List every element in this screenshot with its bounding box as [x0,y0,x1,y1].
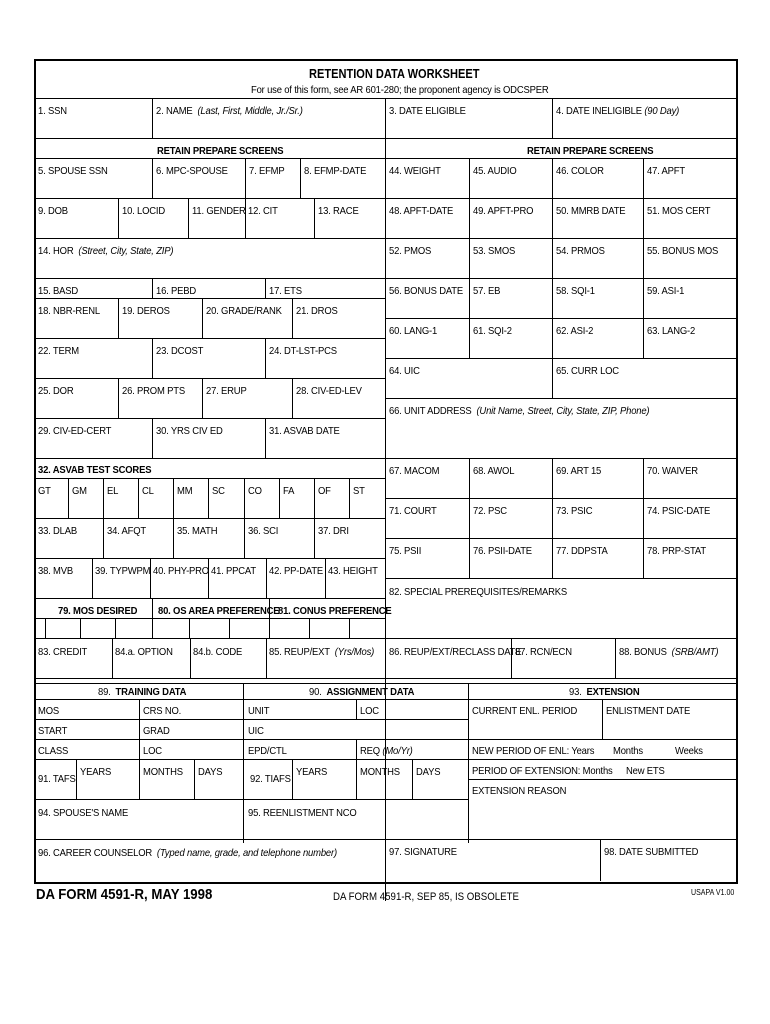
field-31[interactable]: 31. ASVAB DATE [269,425,340,437]
tafs-days[interactable]: DAYS [198,766,223,778]
field-12[interactable]: 12. CIT [248,205,278,217]
field-74[interactable]: 74. PSIC-DATE [647,505,711,517]
asvab-gm[interactable]: GM [72,485,87,497]
field-53[interactable]: 53. SMOS [473,245,516,257]
field-24[interactable]: 24. DT-LST-PCS [269,345,337,357]
field-51[interactable]: 51. MOS CERT [647,205,711,217]
field-5[interactable]: 5. SPOUSE SSN [38,165,108,177]
field-83[interactable]: 83. CREDIT [38,646,88,658]
assignment-uic[interactable]: UIC [248,725,264,737]
field-59[interactable]: 59. ASI-1 [647,285,685,297]
field-7[interactable]: 7. EFMP [249,165,285,177]
new-period-of-enl[interactable]: NEW PERIOD OF ENL: Years [472,745,595,757]
obsolete-notice: DA FORM 4591-R, SEP 85, IS OBSOLETE [333,891,519,903]
extension-header: 93. EXTENSION [569,686,640,698]
date-eligible-field[interactable]: 3. DATE ELIGIBLE [389,105,466,117]
field-95[interactable]: 95. REENLISTMENT NCO [248,807,357,819]
tafs-years[interactable]: YEARS [80,766,112,778]
field-44[interactable]: 44. WEIGHT [389,165,441,177]
tiafs-years[interactable]: YEARS [296,766,328,778]
field-32-asvab-scores: 32. ASVAB TEST SCORES [38,464,152,476]
field-41[interactable]: 41. PPCAT [211,565,256,577]
field-35[interactable]: 35. MATH [177,525,218,537]
field-73[interactable]: 73. PSIC [556,505,593,517]
field-77[interactable]: 77. DDPSTA [556,545,608,557]
field-29[interactable]: 29. CIV-ED-CERT [38,425,112,437]
field-63[interactable]: 63. LANG-2 [647,325,696,337]
current-enl-period[interactable]: CURRENT ENL. PERIOD [472,705,578,717]
field-14[interactable]: 14. HOR (Street, City, State, ZIP) [38,245,174,257]
field-34[interactable]: 34. AFQT [107,525,147,537]
field-91-tafs: 91. TAFS [38,773,76,785]
field-69[interactable]: 69. ART 15 [556,465,602,477]
asvab-fa[interactable]: FA [283,485,295,497]
field-79: 79. MOS DESIRED [58,605,138,617]
field-10[interactable]: 10. LOCID [122,205,166,217]
field-25[interactable]: 25. DOR [38,385,74,397]
form-number: DA FORM 4591-R, MAY 1998 [36,886,213,903]
field-40[interactable]: 40. PHY-PRO [153,565,209,577]
usapa-version: USAPA V1.00 [691,888,735,897]
field-86[interactable]: 86. REUP/EXT/RECLASS DATE [389,646,522,658]
new-period-weeks[interactable]: Weeks [675,745,703,757]
field-80: 80. OS AREA PREFERENCE [158,605,280,617]
field-75[interactable]: 75. PSII [389,545,422,557]
field-37[interactable]: 37. DRI [318,525,349,537]
field-60[interactable]: 60. LANG-1 [389,325,438,337]
field-18[interactable]: 18. NBR-RENL [38,305,100,317]
field-17[interactable]: 17. ETS [269,285,302,297]
field-54[interactable]: 54. PRMOS [556,245,605,257]
asvab-gt[interactable]: GT [38,485,51,497]
field-11[interactable]: 11. GENDER [192,205,246,217]
ssn-field[interactable]: 1. SSN [38,105,67,117]
field-67[interactable]: 67. MACOM [389,465,440,477]
field-97[interactable]: 97. SIGNATURE [389,846,457,858]
form-title: RETENTION DATA WORKSHEET [309,66,480,81]
field-58[interactable]: 58. SQI-1 [556,285,595,297]
field-85[interactable]: 85. REUP/EXT (Yrs/Mos) [269,646,375,658]
assignment-req[interactable]: REQ (Mo/Yr) [360,745,413,757]
field-26[interactable]: 26. PROM PTS [122,385,185,397]
asvab-of[interactable]: OF [318,485,331,497]
field-88[interactable]: 88. BONUS (SRB/AMT) [619,646,719,658]
training-loc[interactable]: LOC [143,745,162,757]
asvab-el[interactable]: EL [107,485,119,497]
field-76[interactable]: 76. PSII-DATE [473,545,532,557]
field-39[interactable]: 39. TYPWPM [95,565,151,577]
training-class[interactable]: CLASS [38,745,69,757]
field-50[interactable]: 50. MMRB DATE [556,205,626,217]
field-96[interactable]: 96. CAREER COUNSELOR (Typed name, grade, and telephone number) [38,847,337,859]
field-47[interactable]: 47. APFT [647,165,685,177]
field-70[interactable]: 70. WAIVER [647,465,698,477]
field-87[interactable]: 87. RCN/ECN [515,646,572,658]
assignment-loc[interactable]: LOC [360,705,379,717]
left-section-header: RETAIN PREPARE SCREENS [157,145,284,157]
assignment-unit[interactable]: UNIT [248,705,270,717]
field-72[interactable]: 72. PSC [473,505,507,517]
asvab-mm[interactable]: MM [177,485,193,497]
field-9[interactable]: 9. DOB [38,205,68,217]
tiafs-months[interactable]: MONTHS [360,766,400,778]
field-27[interactable]: 27. ERUP [206,385,247,397]
assignment-epd-ctl[interactable]: EPD/CTL [248,745,287,757]
field-71[interactable]: 71. COURT [389,505,437,517]
field-15[interactable]: 15. BASD [38,285,79,297]
field-98[interactable]: 98. DATE SUBMITTED [604,846,699,858]
field-62[interactable]: 62. ASI-2 [556,325,594,337]
asvab-st[interactable]: ST [353,485,365,497]
field-43[interactable]: 43. HEIGHT [328,565,378,577]
retention-data-worksheet-form [34,59,736,882]
field-61[interactable]: 61. SQI-2 [473,325,512,337]
field-20[interactable]: 20. GRADE/RANK [206,305,282,317]
field-19[interactable]: 19. DEROS [122,305,170,317]
field-49[interactable]: 49. APFT-PRO [473,205,534,217]
extension-reason[interactable]: EXTENSION REASON [472,785,567,797]
right-section-header: RETAIN PREPARE SCREENS [527,145,654,157]
asvab-cl[interactable]: CL [142,485,154,497]
form-subtitle: For use of this form, see AR 601-280; the proponent agency is ODCSPER [251,84,549,96]
field-65[interactable]: 65. CURR LOC [556,365,619,377]
asvab-co[interactable]: CO [248,485,262,497]
training-mos[interactable]: MOS [38,705,59,717]
field-22[interactable]: 22. TERM [38,345,79,357]
field-33[interactable]: 33. DLAB [38,525,78,537]
tafs-months[interactable]: MONTHS [143,766,183,778]
field-68[interactable]: 68. AWOL [473,465,515,477]
field-38[interactable]: 38. MVB [38,565,73,577]
field-66[interactable]: 66. UNIT ADDRESS (Unit Name, Street, City, State, ZIP, Phone) [389,405,650,417]
enlistment-date[interactable]: ENLISTMENT DATE [606,705,691,717]
date-ineligible-field[interactable]: 4. DATE INELIGIBLE (90 Day) [556,105,680,117]
field-56[interactable]: 56. BONUS DATE [389,285,463,297]
field-46[interactable]: 46. COLOR [556,165,604,177]
field-84b[interactable]: 84.b. CODE [193,646,243,658]
field-45[interactable]: 45. AUDIO [473,165,517,177]
tiafs-days[interactable]: DAYS [416,766,441,778]
field-55[interactable]: 55. BONUS MOS [647,245,719,257]
field-78[interactable]: 78. PRP-STAT [647,545,706,557]
period-of-extension[interactable]: PERIOD OF EXTENSION: Months [472,765,613,777]
field-84a[interactable]: 84.a. OPTION [115,646,173,658]
field-16[interactable]: 16. PEBD [156,285,197,297]
field-57[interactable]: 57. EB [473,285,501,297]
field-42[interactable]: 42. PP-DATE [269,565,324,577]
field-81: 81. CONUS PREFERENCE [278,605,392,617]
field-36[interactable]: 36. SCI [248,525,279,537]
assignment-data-header: 90. ASSIGNMENT DATA [309,686,415,698]
field-92-tiafs: 92. TIAFS [250,773,291,785]
field-52[interactable]: 52. PMOS [389,245,432,257]
field-23[interactable]: 23. DCOST [156,345,204,357]
training-start[interactable]: START [38,725,68,737]
field-6[interactable]: 6. MPC-SPOUSE [156,165,228,177]
asvab-sc[interactable]: SC [212,485,225,497]
training-data-header: 89. TRAINING DATA [98,686,187,698]
field-94[interactable]: 94. SPOUSE'S NAME [38,807,129,819]
training-grad[interactable]: GRAD [143,725,170,737]
field-82[interactable]: 82. SPECIAL PREREQUISITES/REMARKS [389,586,568,598]
field-28[interactable]: 28. CIV-ED-LEV [296,385,362,397]
new-ets[interactable]: New ETS [626,765,665,777]
field-8[interactable]: 8. EFMP-DATE [304,165,367,177]
field-48[interactable]: 48. APFT-DATE [389,205,454,217]
new-period-months[interactable]: Months [613,745,643,757]
field-13[interactable]: 13. RACE [318,205,359,217]
name-field[interactable]: 2. NAME (Last, First, Middle, Jr./Sr.) [156,105,303,117]
field-21[interactable]: 21. DROS [296,305,338,317]
field-30[interactable]: 30. YRS CIV ED [156,425,223,437]
training-crs-no[interactable]: CRS NO. [143,705,182,717]
field-64[interactable]: 64. UIC [389,365,420,377]
